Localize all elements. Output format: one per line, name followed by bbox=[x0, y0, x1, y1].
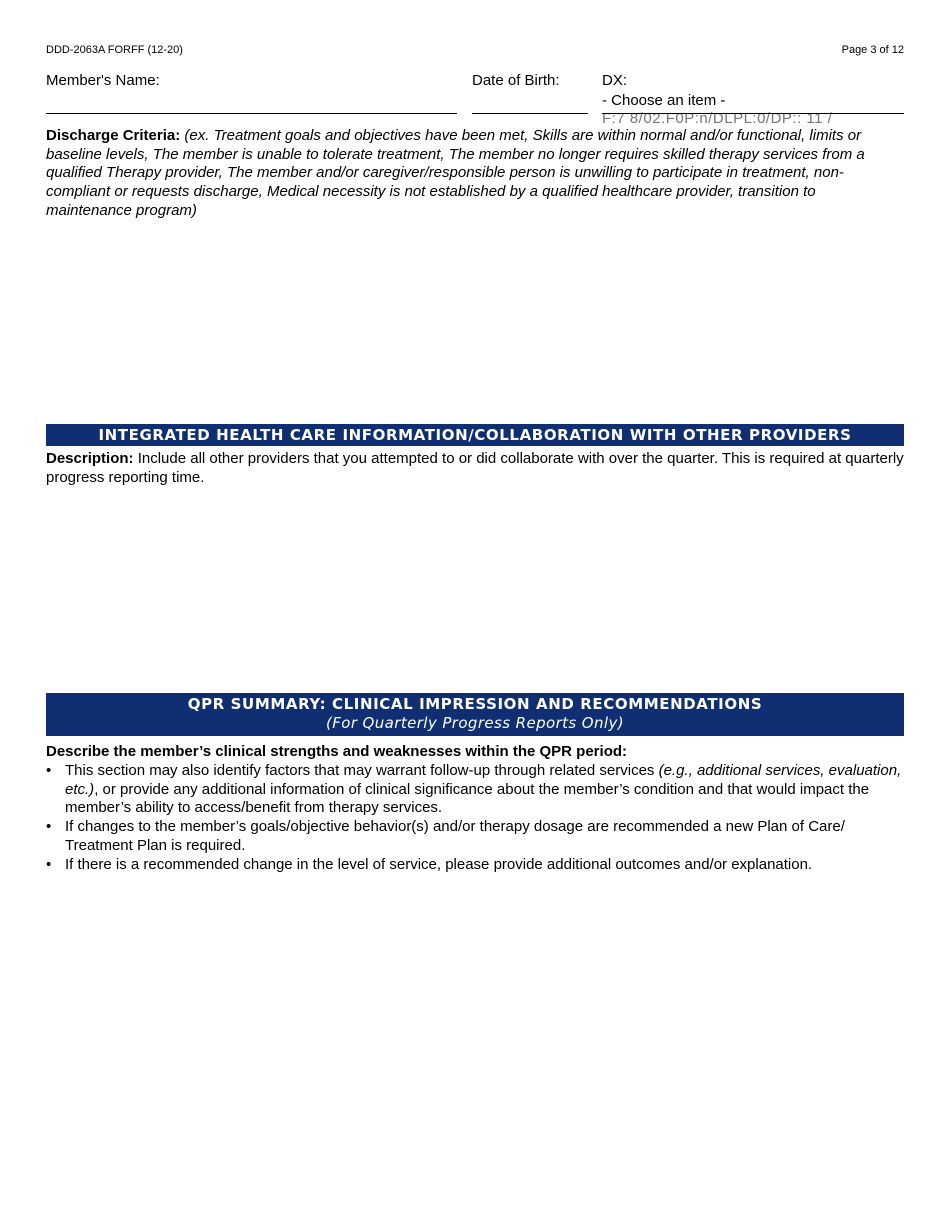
integrated-care-banner bbox=[46, 424, 904, 446]
integrated-care-input[interactable] bbox=[46, 490, 904, 686]
qpr-summary-banner bbox=[46, 693, 904, 736]
date-of-birth-label: Date of Birth: bbox=[472, 72, 560, 89]
qpr-summary-subtitle: (For Quarterly Progress Reports Only) bbox=[325, 714, 625, 732]
dx-label: DX: bbox=[602, 72, 628, 89]
discharge-criteria-input[interactable] bbox=[46, 222, 904, 418]
date-of-birth-field[interactable] bbox=[472, 113, 588, 114]
member-name-label: Member's Name: bbox=[46, 72, 160, 89]
integrated-care-title: INTEGRATED HEALTH CARE INFORMATION/COLLABORATION WITH OTHER PROVIDERS bbox=[98, 426, 852, 444]
qpr-summary-title: QPR SUMMARY: CLINICAL IMPRESSION AND RECOMMENDATIONS bbox=[187, 695, 763, 713]
qpr-bullet-1-pre: This section may also identify factors that may warrant follow-up through related services bbox=[65, 762, 659, 779]
discharge-criteria bbox=[46, 127, 904, 221]
qpr-bullet-list bbox=[46, 762, 904, 874]
qpr-bullet-1 bbox=[46, 762, 904, 818]
description-label: Description: bbox=[46, 450, 134, 467]
form-code: DDD-2063A FORFF (12-20) bbox=[46, 44, 183, 56]
discharge-criteria-label: Discharge Criteria: bbox=[46, 127, 181, 144]
description-text: Include all other providers that you attempted to or did collaborate with over the quarter. This is required at quarterly progress reporting time. bbox=[46, 450, 904, 486]
integrated-care-description bbox=[46, 450, 904, 487]
qpr-summary-input[interactable] bbox=[46, 880, 904, 1200]
bullet-marker: • bbox=[46, 855, 52, 873]
dx-dropdown[interactable] bbox=[602, 92, 902, 127]
qpr-bullet-2-text: If changes to the member’s goals/objective behavior(s) and/or therapy dosage are recommended a new Plan of Care/ Treatment Plan is required. bbox=[65, 818, 845, 854]
dx-next-option: F:7 8/02.F0P:n/DLPL:0/DP:: 11 / bbox=[602, 110, 833, 127]
qpr-bullet-1-post: , or provide any additional information of clinical significance about the member’s condition and that would impact the member’s ability to access/benefit from therapy services. bbox=[65, 780, 870, 817]
qpr-instructions bbox=[46, 762, 904, 874]
dx-selected-value: - Choose an item - bbox=[602, 92, 726, 109]
qpr-bullet-3-text: If there is a recommended change in the level of service, please provide additional outcomes and/or explanation. bbox=[65, 855, 813, 873]
page-number: Page 3 of 12 bbox=[841, 44, 904, 56]
dx-field-underline bbox=[602, 113, 904, 114]
qpr-bullet-2 bbox=[46, 818, 904, 855]
qpr-bullet-1-italic: (e.g., additional services, evaluation, etc.) bbox=[65, 762, 902, 798]
qpr-prompt-text: Describe the member’s clinical strengths and weaknesses within the QPR period: bbox=[46, 743, 628, 760]
qpr-bullet-3 bbox=[46, 856, 904, 875]
discharge-criteria-text: (ex. Treatment goals and objectives have been met, Skills are within normal and/or functional, limits or baseline levels, The member is unable to tolerate treatment, The member no longer requires skilled therapy services from a qualified Therapy provider, The member and/or caregiver/responsible person is unwilling to participate in treatment, non-compliant or requests discharge, Medical necessity is not established by a qualified healthcare provider, transition to maintenance program) bbox=[46, 127, 865, 219]
qpr-prompt bbox=[46, 743, 904, 762]
bullet-marker: • bbox=[46, 818, 52, 836]
member-name-field[interactable] bbox=[46, 113, 457, 114]
bullet-marker: • bbox=[46, 762, 52, 779]
